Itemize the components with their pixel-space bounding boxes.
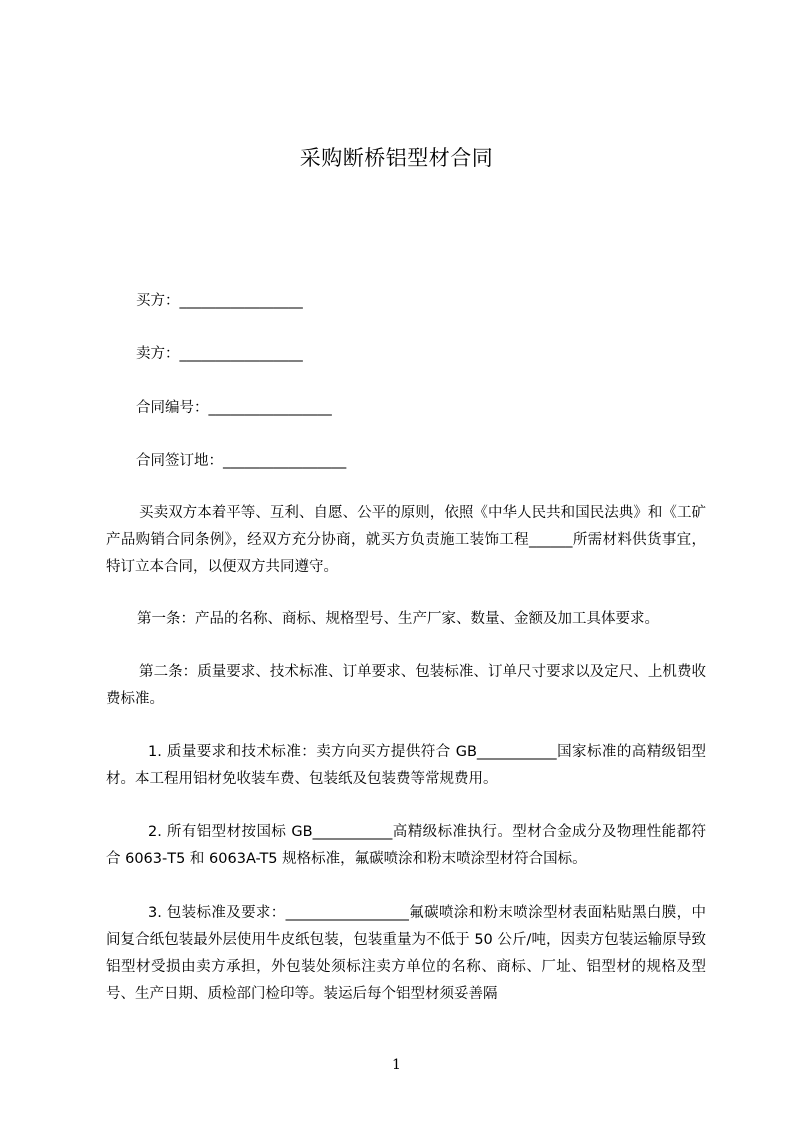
- page-number: 1: [392, 1057, 401, 1073]
- buyer-field: 买方：_________________: [136, 293, 303, 309]
- intro-text: 买卖双方本着平等、互利、自愿、公平的原则，依照《中华人民共和国民法典》和《工矿产品购销合同条例》，经双方充分协商，就买方负责施工装饰工程______所需材料供货事宜，特订立本合同，以便双方共同遵守。: [106, 505, 706, 575]
- document-title: 采购断桥铝型材合同: [299, 146, 494, 170]
- article-1-text: 第一条：产品的名称、商标、规格型号、生产厂家、数量、金额及加工具体要求。: [137, 611, 659, 627]
- article-2-text: 第二条：质量要求、技术标准、订单要求、包装标准、订单尺寸要求以及定尺、上机费收费标准。: [106, 664, 706, 707]
- article-2-paragraph: [106, 659, 706, 713]
- item-3-text: 3. 包装标准及要求：_________________氟碳喷涂和粉末喷涂型材表面粘贴黑白膜，中间复合纸包装最外层使用牛皮纸包装，包装重量为不低于 50 公斤/吨，因卖方包装运输原导致铝型材受损由卖方承担，外包装处须标注卖方单位的名称、商标、厂址、铝型材的规格及型号、生产日期、质检部门检印等。装运后每个铝型材须妥善隔: [106, 905, 706, 1002]
- item-2-text: 2. 所有铝型材按国标 GB___________高精级标准执行。型材合金成分及物理性能都符合 6063-T5 和 6063A-T5 规格标准，氟碳喷涂和粉末喷涂型材符合国标。: [106, 824, 706, 867]
- seller-field: 卖方：_________________: [136, 346, 303, 362]
- contract-number-field: 合同编号：_________________: [136, 400, 332, 416]
- item-3-paragraph: [106, 900, 706, 1008]
- article-1-paragraph: [106, 606, 706, 633]
- intro-paragraph: [106, 500, 706, 581]
- sign-place-field: 合同签订地：_________________: [136, 453, 347, 469]
- item-2-paragraph: [106, 819, 706, 873]
- item-1-paragraph: [106, 739, 706, 793]
- item-1-text: 1. 质量要求和技术标准：卖方向买方提供符合 GB___________国家标准的高精级铝型材。本工程用铝材免收装车费、包装纸及包装费等常规费用。: [106, 744, 706, 787]
